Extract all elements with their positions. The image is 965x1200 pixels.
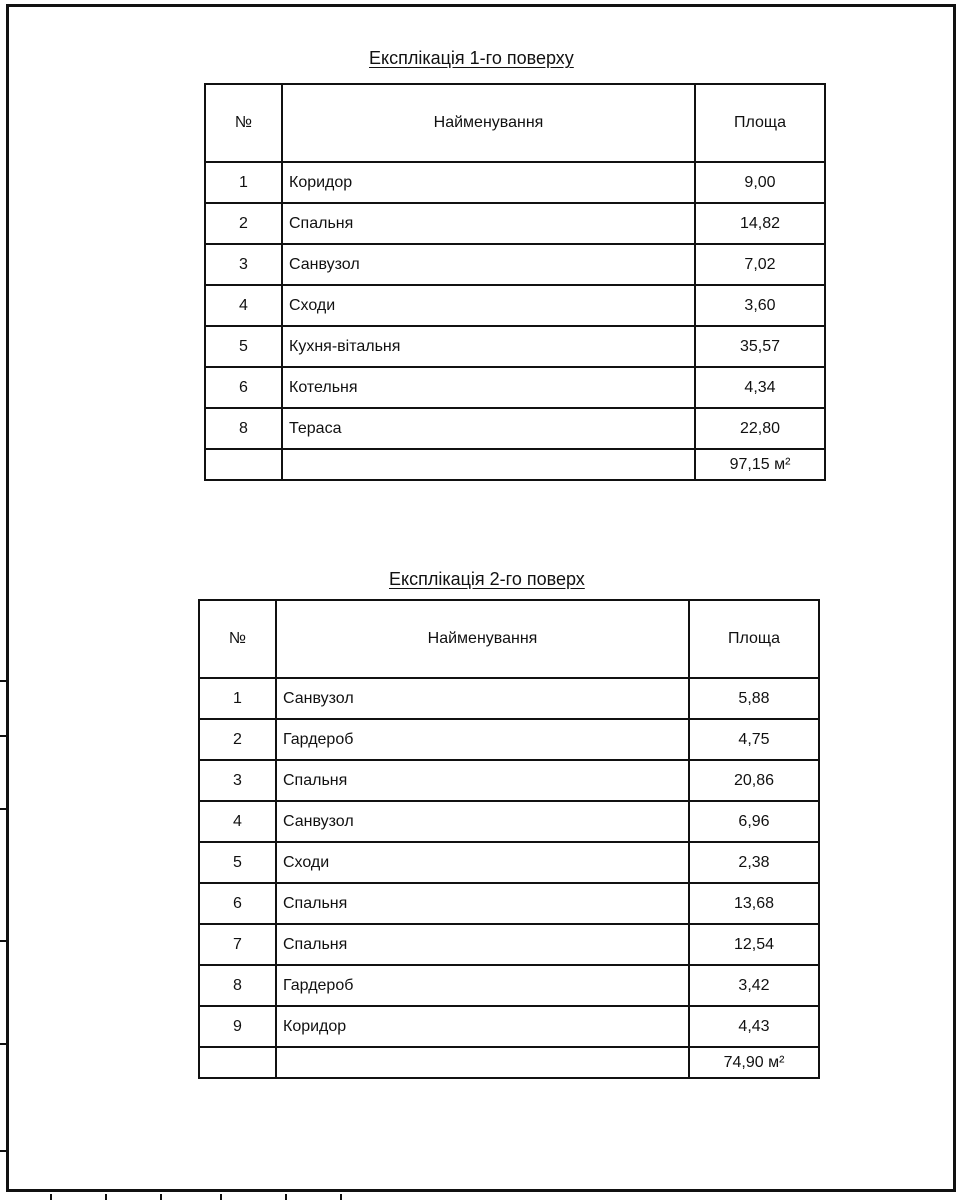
table-row xyxy=(205,285,825,326)
header-name: Найменування xyxy=(282,84,695,162)
table-row xyxy=(205,408,825,449)
row-area: 14,82 xyxy=(695,203,825,244)
row-name: Спальня xyxy=(276,760,689,801)
floor2-title: Експлікація 2-го поверх xyxy=(389,569,585,589)
row-num: 6 xyxy=(205,367,282,408)
row-num: 4 xyxy=(205,285,282,326)
row-area: 2,38 xyxy=(689,842,819,883)
row-area: 13,68 xyxy=(689,883,819,924)
table-row xyxy=(199,719,819,760)
table-header-row xyxy=(199,600,819,678)
row-name: Гардероб xyxy=(276,719,689,760)
row-name: Тераса xyxy=(282,408,695,449)
header-num: № xyxy=(205,84,282,162)
left-edge-ticks xyxy=(0,0,6,1200)
row-num: 8 xyxy=(205,408,282,449)
row-area: 3,42 xyxy=(689,965,819,1006)
row-area: 4,43 xyxy=(689,1006,819,1047)
row-area: 35,57 xyxy=(695,326,825,367)
table-row xyxy=(199,678,819,719)
row-num: 5 xyxy=(205,326,282,367)
row-num: 2 xyxy=(205,203,282,244)
row-name: Котельня xyxy=(282,367,695,408)
row-num: 5 xyxy=(199,842,276,883)
row-name: Спальня xyxy=(276,883,689,924)
row-name: Коридор xyxy=(276,1006,689,1047)
table-row xyxy=(199,883,819,924)
row-num: 7 xyxy=(199,924,276,965)
total-area: 97,15 м² xyxy=(695,449,825,480)
header-name: Найменування xyxy=(276,600,689,678)
total-row xyxy=(205,449,825,480)
row-name: Сходи xyxy=(282,285,695,326)
total-empty-name xyxy=(282,449,695,480)
row-area: 20,86 xyxy=(689,760,819,801)
header-area: Площа xyxy=(695,84,825,162)
table-row xyxy=(199,924,819,965)
row-name: Санвузол xyxy=(282,244,695,285)
table-row xyxy=(199,842,819,883)
bottom-edge-ticks xyxy=(0,1194,400,1200)
row-num: 8 xyxy=(199,965,276,1006)
total-empty-num xyxy=(205,449,282,480)
table-row xyxy=(205,203,825,244)
table-row xyxy=(199,965,819,1006)
table-row xyxy=(205,162,825,203)
row-name: Санвузол xyxy=(276,801,689,842)
table-header-row xyxy=(205,84,825,162)
row-num: 3 xyxy=(199,760,276,801)
table-row xyxy=(199,1006,819,1047)
row-name: Санвузол xyxy=(276,678,689,719)
row-name: Спальня xyxy=(282,203,695,244)
header-num: № xyxy=(199,600,276,678)
row-area: 6,96 xyxy=(689,801,819,842)
row-area: 4,34 xyxy=(695,367,825,408)
row-num: 9 xyxy=(199,1006,276,1047)
table-row xyxy=(199,801,819,842)
row-name: Коридор xyxy=(282,162,695,203)
table-row xyxy=(205,326,825,367)
row-area: 4,75 xyxy=(689,719,819,760)
table-row xyxy=(205,367,825,408)
table-row xyxy=(199,760,819,801)
row-name: Сходи xyxy=(276,842,689,883)
floor2-table xyxy=(198,599,820,1079)
table-row xyxy=(205,244,825,285)
row-num: 3 xyxy=(205,244,282,285)
row-name: Спальня xyxy=(276,924,689,965)
floor1-table xyxy=(204,83,826,481)
row-area: 3,60 xyxy=(695,285,825,326)
row-num: 4 xyxy=(199,801,276,842)
row-area: 22,80 xyxy=(695,408,825,449)
total-area: 74,90 м² xyxy=(689,1047,819,1078)
floor1-title: Експлікація 1-го поверху xyxy=(369,48,574,68)
row-area: 7,02 xyxy=(695,244,825,285)
total-empty-name xyxy=(276,1047,689,1078)
row-area: 9,00 xyxy=(695,162,825,203)
row-area: 5,88 xyxy=(689,678,819,719)
row-num: 6 xyxy=(199,883,276,924)
row-area: 12,54 xyxy=(689,924,819,965)
row-num: 2 xyxy=(199,719,276,760)
header-area: Площа xyxy=(689,600,819,678)
row-num: 1 xyxy=(199,678,276,719)
row-name: Гардероб xyxy=(276,965,689,1006)
row-num: 1 xyxy=(205,162,282,203)
total-row xyxy=(199,1047,819,1078)
total-empty-num xyxy=(199,1047,276,1078)
row-name: Кухня-вітальня xyxy=(282,326,695,367)
